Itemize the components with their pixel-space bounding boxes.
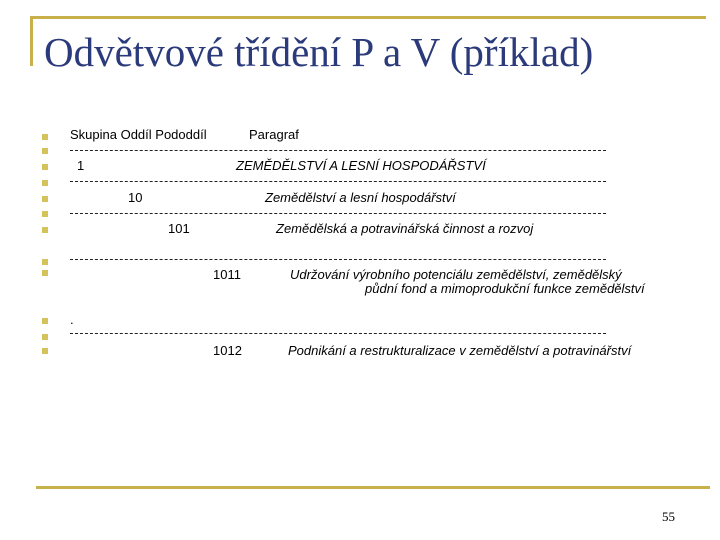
bullet-icon xyxy=(42,318,48,324)
bullet-icon xyxy=(42,259,48,265)
bullet-icon xyxy=(42,270,48,276)
bullet-icon xyxy=(42,227,48,233)
bullet-icon xyxy=(42,164,48,170)
row-name-line2: půdní fond a mimoprodukční funkce zemědělství xyxy=(365,281,645,296)
frame-left-line xyxy=(30,16,33,66)
frame-top-line xyxy=(30,16,706,19)
bullet-icon xyxy=(42,211,48,217)
page-number: 55 xyxy=(662,509,675,524)
stray-dot: . xyxy=(70,312,74,327)
header-columns: Skupina Oddíl Pododdíl xyxy=(70,127,207,142)
row-code: 10 xyxy=(128,190,143,205)
bullet-icon xyxy=(42,334,48,340)
dashed-divider xyxy=(70,259,606,260)
bullet-icon xyxy=(42,148,48,154)
bullet-icon xyxy=(42,134,48,140)
header-paragraf: Paragraf xyxy=(249,127,299,142)
bullet-icon xyxy=(42,180,48,186)
row-name: ZEMĚDĚLSTVÍ A LESNÍ HOSPODÁŘSTVÍ xyxy=(236,158,486,173)
dashed-divider xyxy=(70,150,606,151)
slide-title: Odvětvové třídění P a V (příklad) xyxy=(44,29,594,75)
bullet-icon xyxy=(42,348,48,354)
dashed-divider xyxy=(70,333,606,334)
row-code: 1 xyxy=(77,158,85,173)
dashed-divider xyxy=(70,181,606,182)
row-code: 101 xyxy=(168,221,190,236)
bullet-icon xyxy=(42,196,48,202)
frame-bottom-line xyxy=(36,486,710,489)
row-name: Podnikání a restrukturalizace v zemědělství a potravinářství xyxy=(288,343,632,358)
row-name-line1: Udržování výrobního potenciálu zemědělství, zemědělský xyxy=(290,267,622,282)
row-code: 1012 xyxy=(213,343,242,358)
row-name: Zemědělství a lesní hospodářství xyxy=(265,190,456,205)
row-name: Zemědělská a potravinářská činnost a rozvoj xyxy=(276,221,534,236)
dashed-divider xyxy=(70,213,606,214)
row-code: 1011 xyxy=(213,267,241,282)
